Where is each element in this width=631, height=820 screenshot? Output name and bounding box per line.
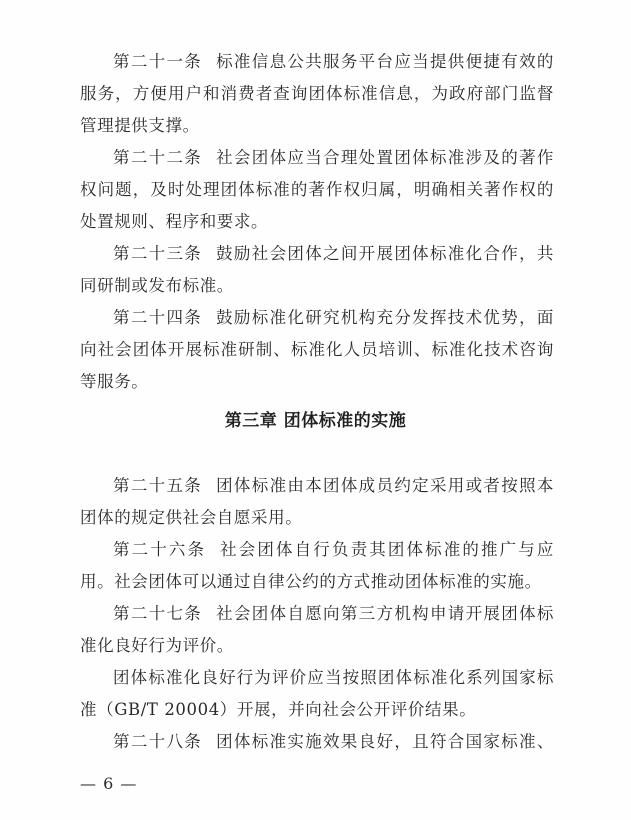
- article-21: [80, 46, 554, 142]
- article-23: [80, 238, 554, 302]
- article-text: 团体标准实施效果良好，且符合国家标准、: [216, 732, 554, 751]
- article-22: [80, 142, 554, 238]
- article-text: 鼓励社会团体之间开展团体标准化合作，共同研制或发布标准。: [80, 244, 554, 295]
- article-27-continuation: [80, 662, 554, 726]
- article-label: 第二十三条: [113, 244, 203, 263]
- article-27: [80, 598, 554, 662]
- article-28: [80, 726, 554, 758]
- article-label: 第二十七条: [113, 604, 203, 623]
- article-label: 第二十六条: [113, 540, 207, 559]
- article-text: 社会团体自行负责其团体标准的推广与应用。社会团体可以通过自律公约的方式推动团体标准的实施。: [80, 540, 554, 591]
- article-label: 第二十二条: [113, 148, 203, 167]
- article-26: [80, 534, 554, 598]
- article-text: 团体标准由本团体成员约定采用或者按照本团体的规定供社会自愿采用。: [80, 476, 554, 527]
- article-text: 团体标准化良好行为评价应当按照团体标准化系列国家标准（GB/T 20004）开展，并向社会公开评价结果。: [80, 668, 554, 719]
- article-text: 社会团体自愿向第三方机构申请开展团体标准化良好行为评价。: [80, 604, 554, 655]
- article-label: 第二十一条: [113, 52, 203, 71]
- article-text: 社会团体应当合理处置团体标准涉及的著作权问题，及时处理团体标准的著作权归属，明确相关著作权的处置规则、程序和要求。: [80, 148, 554, 231]
- article-25: [80, 470, 554, 534]
- article-text: 鼓励标准化研究机构充分发挥技术优势，面向社会团体开展标准研制、标准化人员培训、标准化技术咨询等服务。: [80, 308, 554, 391]
- article-text: 标准信息公共服务平台应当提供便捷有效的服务，方便用户和消费者查询团体标准信息，为政府部门监督管理提供支撑。: [80, 52, 554, 135]
- chapter-heading: 第三章 团体标准的实施: [224, 411, 407, 431]
- page-number: — 6 —: [80, 774, 138, 793]
- article-label: 第二十五条: [113, 476, 203, 495]
- article-label: 第二十八条: [113, 732, 203, 751]
- article-label: 第二十四条: [113, 308, 203, 327]
- article-24: [80, 302, 554, 398]
